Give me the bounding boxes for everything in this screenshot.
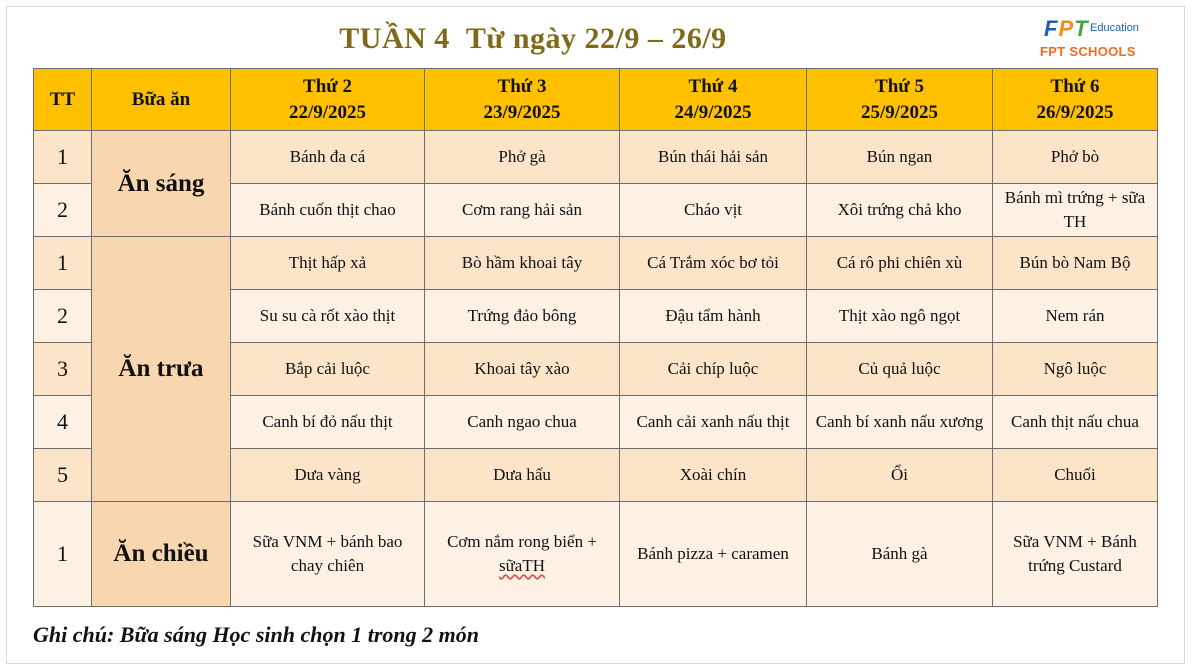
dish-cell: Củ quả luộc (807, 343, 993, 396)
dish-cell: Bánh mì trứng + sữa TH (993, 184, 1158, 237)
header-day-wed (620, 69, 807, 131)
table-row (34, 502, 1158, 607)
dish-cell: Bắp cải luộc (231, 343, 425, 396)
dish-cell: Bánh gà (807, 502, 993, 607)
row-number: 4 (34, 396, 92, 449)
logo-schools: FPT SCHOOLS (1040, 44, 1136, 59)
dish-cell: Bún thái hải sản (620, 131, 807, 184)
day-date: 25/9/2025 (860, 101, 939, 123)
dish-cell: Bún ngan (807, 131, 993, 184)
meal-afternoon: Ăn chiều (92, 502, 231, 607)
menu-table (33, 68, 1158, 607)
footnote: Ghi chú: Bữa sáng Học sinh chọn 1 trong 2 món (33, 622, 479, 647)
dish-cell: Ổi (807, 449, 993, 502)
dish-cell: Canh thịt nấu chua (993, 396, 1158, 449)
row-number: 1 (34, 502, 92, 607)
dish-cell: Cá Trắm xóc bơ tỏi (620, 237, 807, 290)
dish-cell: Cháo vịt (620, 184, 807, 237)
dish-cell: Su su cà rốt xào thịt (231, 290, 425, 343)
header-row (34, 69, 1158, 131)
header-day-fri (993, 69, 1158, 131)
header-day-mon (231, 69, 425, 131)
dish-cell: Canh cải xanh nấu thịt (620, 396, 807, 449)
dish-cell (425, 502, 620, 607)
day-date: 22/9/2025 (288, 101, 367, 123)
dish-cell: Bánh cuốn thịt chao (231, 184, 425, 237)
dish-cell: Phở gà (425, 131, 620, 184)
dish-cell: Canh bí xanh nấu xương (807, 396, 993, 449)
header-day-thu (807, 69, 993, 131)
row-number: 2 (34, 290, 92, 343)
spellcheck-word: sữaTH (498, 556, 546, 575)
title-week: TUẦN 4 (339, 22, 450, 55)
dish-cell: Thịt hấp xả (231, 237, 425, 290)
page-title (0, 22, 1066, 56)
dish-cell: Dưa vàng (231, 449, 425, 502)
dish-cell: Cơm rang hải sản (425, 184, 620, 237)
dish-cell: Canh bí đỏ nấu thịt (231, 396, 425, 449)
day-name: Thứ 3 (497, 75, 547, 97)
dish-cell: Cá rô phi chiên xù (807, 237, 993, 290)
row-number: 1 (34, 237, 92, 290)
row-number: 2 (34, 184, 92, 237)
logo-letter-t: T (1074, 16, 1089, 41)
dish-text: Cơm nắm rong biển + (447, 532, 597, 551)
day-date: 26/9/2025 (1036, 101, 1114, 123)
dish-cell: Bún bò Nam Bộ (993, 237, 1158, 290)
dish-cell: Dưa hấu (425, 449, 620, 502)
table-row (34, 237, 1158, 290)
day-name: Thứ 4 (688, 75, 738, 97)
day-name: Thứ 2 (303, 75, 352, 97)
dish-cell: Cải chíp luộc (620, 343, 807, 396)
dish-cell: Trứng đảo bông (425, 290, 620, 343)
dish-cell: Nem rán (993, 290, 1158, 343)
table-row (34, 131, 1158, 184)
meal-breakfast: Ăn sáng (92, 131, 231, 237)
dish-cell: Khoai tây xào (425, 343, 620, 396)
dish-cell: Xôi trứng chả kho (807, 184, 993, 237)
logo-education: Education (1090, 22, 1139, 34)
fpt-logo-mark (1044, 16, 1089, 42)
dish-cell: Bò hầm khoai tây (425, 237, 620, 290)
fpt-schools-logo (1040, 14, 1150, 62)
row-number: 5 (34, 449, 92, 502)
dish-cell: Thịt xào ngô ngọt (807, 290, 993, 343)
logo-letter-f: F (1044, 16, 1059, 41)
meal-lunch: Ăn trưa (92, 237, 231, 502)
day-date: 23/9/2025 (483, 101, 561, 123)
row-number: 1 (34, 131, 92, 184)
dish-cell: Sữa VNM + bánh bao chay chiên (231, 502, 425, 607)
dish-cell: Đậu tẩm hành (620, 290, 807, 343)
dish-cell: Phở bò (993, 131, 1158, 184)
dish-cell: Sữa VNM + Bánh trứng Custard (993, 502, 1158, 607)
header-tt: TT (34, 69, 92, 131)
dish-cell: Bánh đa cá (231, 131, 425, 184)
logo-letter-p: P (1058, 16, 1075, 41)
dish-cell: Canh ngao chua (425, 396, 620, 449)
header-meal: Bữa ăn (92, 69, 231, 131)
day-date: 24/9/2025 (674, 101, 752, 123)
dish-cell: Bánh pizza + caramen (620, 502, 807, 607)
row-number: 3 (34, 343, 92, 396)
dish-cell: Chuối (993, 449, 1158, 502)
day-name: Thứ 6 (1050, 75, 1100, 97)
header-day-tue (425, 69, 620, 131)
title-date-range: Từ ngày 22/9 – 26/9 (465, 22, 727, 55)
day-name: Thứ 5 (875, 75, 924, 97)
dish-cell: Xoài chín (620, 449, 807, 502)
dish-cell: Ngô luộc (993, 343, 1158, 396)
